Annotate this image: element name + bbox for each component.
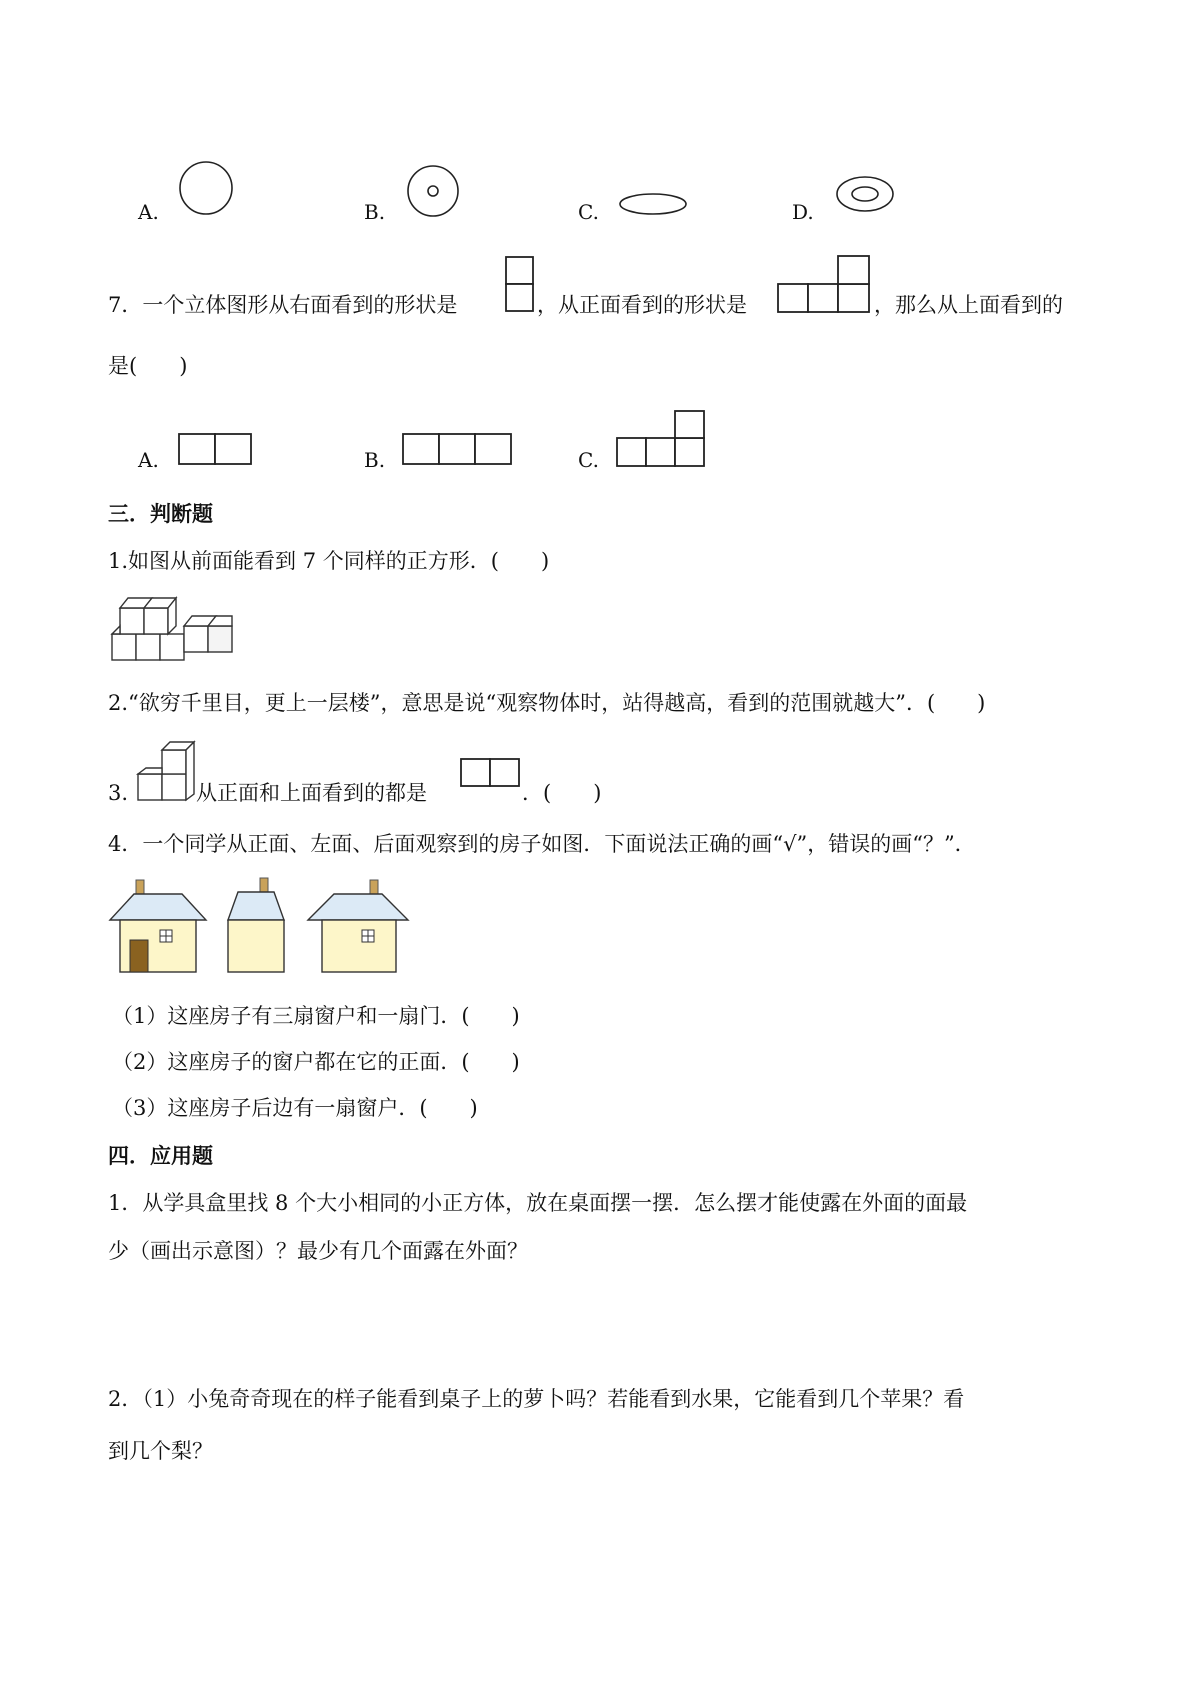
q7-front-view-figure (777, 254, 873, 314)
q7-text-part3: ，那么从上面看到的 (874, 293, 1063, 317)
house-front-view-figure (108, 874, 208, 974)
q7-text-line2: 是( ) (108, 354, 188, 378)
q3-answer-figure (460, 757, 522, 789)
q6-option-d-label: D. (792, 200, 814, 224)
section3-q3-text: 从正面和上面看到的都是 (196, 781, 427, 805)
section3-q4-item-2: （2）这座房子的窗户都在它的正面．( ) (112, 1050, 520, 1074)
q1-cube-stack-figure (110, 592, 234, 664)
house-back-view-figure (306, 874, 410, 974)
q7-text-part2: ，从正面看到的形状是 (537, 293, 747, 317)
q7-option-a-label: A. (138, 448, 159, 472)
section4-q1-line2: 少（画出示意图）？最少有几个面露在外面？ (108, 1239, 528, 1263)
section3-q4-item-1: （1）这座房子有三扇窗户和一扇门．( ) (112, 1004, 520, 1028)
house-left-view-figure (224, 874, 288, 974)
section3-q3-number: 3. (108, 781, 129, 805)
q7-option-a-figure (178, 432, 254, 468)
flat-ellipse-icon (617, 191, 689, 217)
ring-ellipse-icon (834, 174, 896, 214)
q6-option-a-label: A. (138, 200, 159, 224)
section4-q2-line1: 2．（1）小兔奇奇现在的样子能看到桌子上的萝卜吗？若能看到水果，它能看到几个苹果？看 (108, 1387, 965, 1411)
q7-option-c-label: C. (578, 448, 599, 472)
section3-q2-text: 2.“欲穷千里目，更上一层楼”，意思是说“观察物体时，站得越高，看到的范围就越大”．( ) (108, 691, 986, 715)
q7-right-view-figure (505, 256, 535, 314)
section4-q1-line1: 1．从学具盒里找 8 个大小相同的小正方体，放在桌面摆一摆．怎么摆才能使露在外面的面最 (108, 1191, 968, 1215)
section3-q4-text: 4．一个同学从正面、左面、后面观察到的房子如图．下面说法正确的画“√”，错误的画“？”． (108, 832, 976, 856)
circle-with-dot-icon (406, 164, 460, 218)
q6-option-c-label: C. (578, 200, 599, 224)
circle-icon (178, 160, 234, 216)
q7-option-b-label: B. (364, 448, 386, 472)
q7-text-part1: 7．一个立体图形从右面看到的形状是 (108, 293, 458, 317)
q3-cube-figure (134, 738, 196, 804)
section3-title: 三．判断题 (108, 501, 213, 526)
section4-q2-line2: 到几个梨？ (108, 1439, 213, 1463)
section3-q4-item-3: （3）这座房子后边有一扇窗户．( ) (112, 1096, 478, 1120)
q6-option-b-label: B. (364, 200, 386, 224)
section3-q1-text: 1.如图从前面能看到 7 个同样的正方形．( ) (108, 549, 550, 573)
section4-title: 四．应用题 (108, 1143, 213, 1168)
q7-option-b-figure (402, 432, 514, 468)
q7-option-c-figure (616, 410, 708, 470)
section3-q3-end: ．( ) (522, 781, 602, 805)
